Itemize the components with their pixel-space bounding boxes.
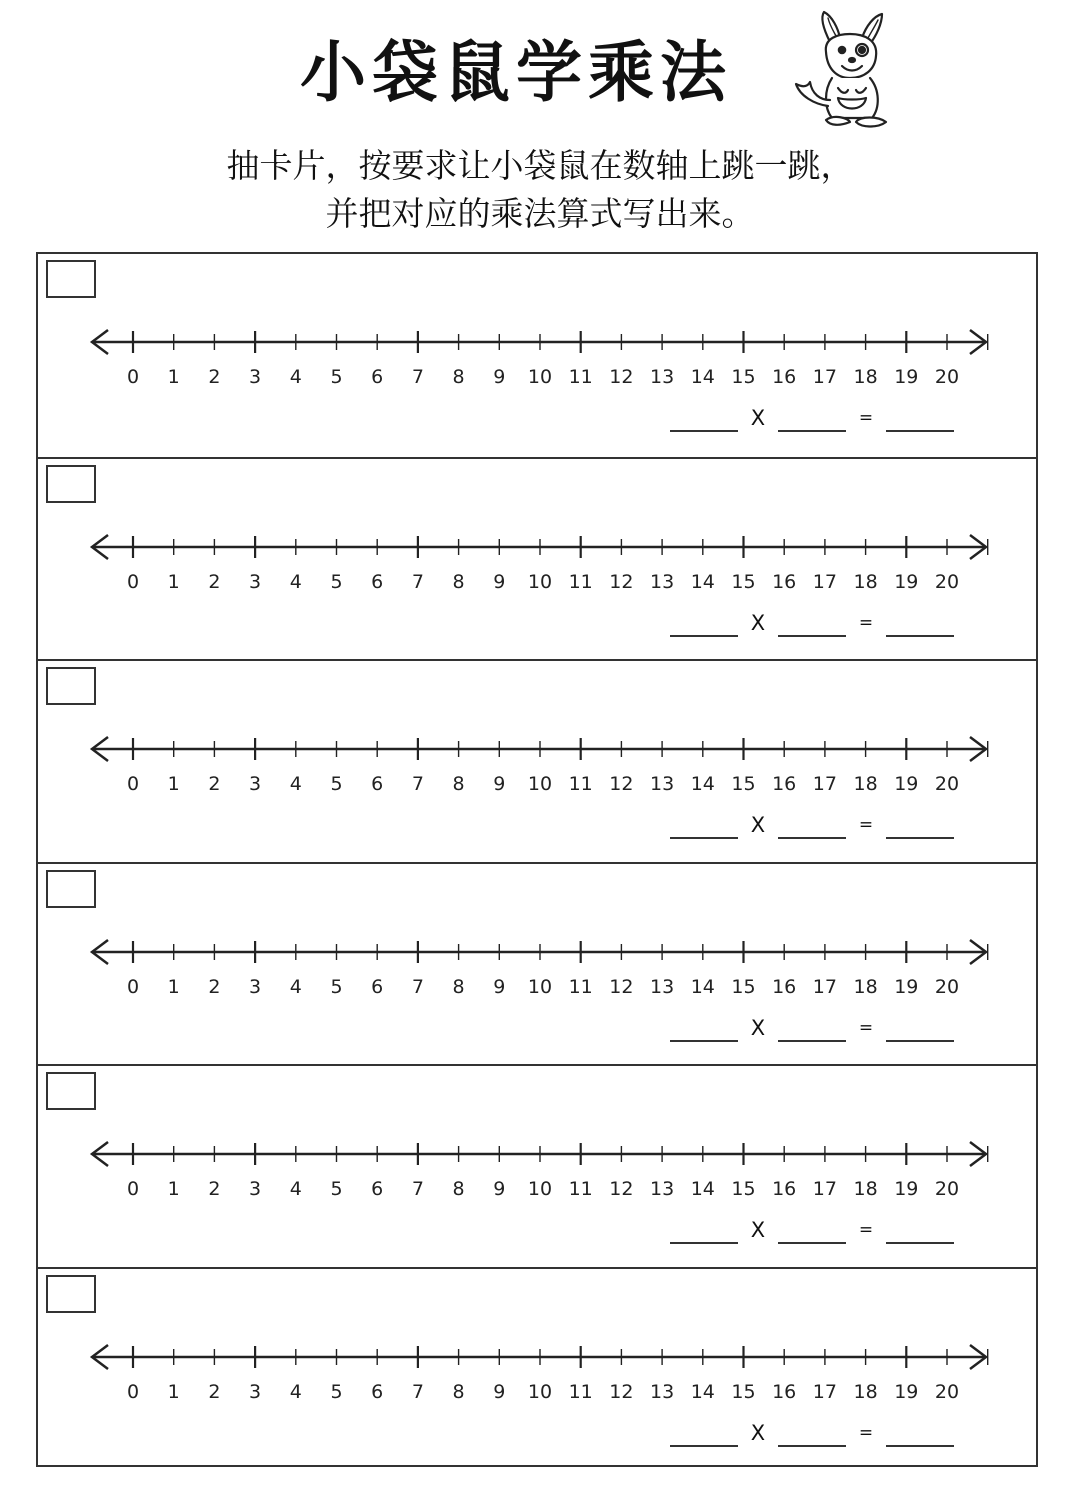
tick-label: 16 bbox=[772, 773, 797, 791]
tick-label: 4 bbox=[289, 1381, 302, 1399]
tick-label: 19 bbox=[894, 773, 919, 791]
factor-blank-2[interactable] bbox=[778, 430, 846, 432]
tick-label: 4 bbox=[289, 571, 302, 589]
tick-label: 8 bbox=[452, 773, 465, 791]
tick-label: 13 bbox=[650, 976, 675, 994]
factor-blank-1[interactable] bbox=[670, 1242, 738, 1244]
tick-label: 13 bbox=[650, 1178, 675, 1196]
factor-blank-1[interactable] bbox=[670, 430, 738, 432]
worksheet-row bbox=[38, 1267, 1036, 1469]
equation bbox=[670, 609, 970, 643]
tick-label: 3 bbox=[249, 1178, 262, 1196]
factor-blank-1[interactable] bbox=[670, 1445, 738, 1447]
number-line bbox=[38, 924, 1036, 994]
tick-label: 12 bbox=[609, 773, 634, 791]
tick-label: 4 bbox=[289, 1178, 302, 1196]
tick-label: 20 bbox=[934, 571, 960, 589]
tick-label: 13 bbox=[650, 366, 675, 384]
tick-label: 3 bbox=[249, 571, 262, 589]
tick-label: 2 bbox=[208, 1381, 221, 1399]
tick-label: 11 bbox=[568, 571, 593, 589]
tick-label: 8 bbox=[452, 1178, 465, 1196]
equals-sign: = bbox=[858, 1018, 874, 1038]
tick-label: 4 bbox=[289, 366, 302, 384]
factor-blank-2[interactable] bbox=[778, 837, 846, 839]
tick-label: 1 bbox=[167, 571, 180, 589]
tick-label: 16 bbox=[772, 1178, 797, 1196]
card-answer-box[interactable] bbox=[46, 260, 96, 298]
tick-label: 18 bbox=[853, 976, 878, 994]
tick-label: 0 bbox=[126, 976, 140, 994]
tick-label: 19 bbox=[894, 571, 919, 589]
equals-sign: = bbox=[858, 408, 874, 428]
tick-label: 18 bbox=[853, 571, 878, 589]
tick-label: 4 bbox=[289, 976, 302, 994]
tick-label: 2 bbox=[208, 366, 221, 384]
tick-label: 11 bbox=[568, 773, 593, 791]
tick-label: 10 bbox=[527, 571, 553, 589]
tick-label: 11 bbox=[568, 1381, 593, 1399]
tick-label: 3 bbox=[249, 366, 262, 384]
factor-blank-1[interactable] bbox=[670, 635, 738, 637]
tick-label: 16 bbox=[772, 1381, 797, 1399]
tick-label: 20 bbox=[934, 976, 960, 994]
tick-label: 12 bbox=[609, 571, 634, 589]
tick-label: 3 bbox=[249, 1381, 262, 1399]
product-blank[interactable] bbox=[886, 430, 954, 432]
tick-label: 17 bbox=[812, 773, 837, 791]
tick-label: 7 bbox=[411, 773, 424, 791]
tick-label: 7 bbox=[411, 366, 424, 384]
factor-blank-2[interactable] bbox=[778, 1242, 846, 1244]
worksheet-row bbox=[38, 862, 1036, 1064]
tick-label: 18 bbox=[853, 1178, 878, 1196]
tick-label: 5 bbox=[330, 1178, 343, 1196]
tick-label: 15 bbox=[731, 366, 756, 384]
tick-label: 17 bbox=[812, 976, 837, 994]
equation bbox=[670, 404, 970, 438]
tick-label: 8 bbox=[452, 1381, 465, 1399]
worksheet-rows bbox=[36, 252, 1038, 1467]
instruction-line-2: 并把对应的乘法算式写出来。 bbox=[325, 194, 755, 233]
equals-sign: = bbox=[858, 815, 874, 835]
tick-label: 0 bbox=[126, 366, 140, 384]
tick-label: 15 bbox=[731, 571, 756, 589]
tick-label: 5 bbox=[330, 366, 343, 384]
equation bbox=[670, 1216, 970, 1250]
worksheet-row bbox=[38, 659, 1036, 861]
tick-label: 10 bbox=[527, 976, 553, 994]
tick-label: 5 bbox=[330, 571, 343, 589]
tick-label: 15 bbox=[731, 1381, 756, 1399]
tick-label: 18 bbox=[853, 1381, 878, 1399]
tick-label: 20 bbox=[934, 773, 960, 791]
tick-label: 10 bbox=[527, 773, 553, 791]
tick-label: 19 bbox=[894, 976, 919, 994]
tick-label: 1 bbox=[167, 976, 180, 994]
tick-label: 13 bbox=[650, 571, 675, 589]
factor-blank-1[interactable] bbox=[670, 837, 738, 839]
factor-blank-1[interactable] bbox=[670, 1040, 738, 1042]
tick-label: 20 bbox=[934, 1178, 960, 1196]
times-sign: X bbox=[750, 611, 766, 635]
times-sign: X bbox=[750, 1016, 766, 1040]
worksheet-row bbox=[38, 1064, 1036, 1266]
tick-label: 7 bbox=[411, 1178, 424, 1196]
tick-label: 19 bbox=[894, 1178, 919, 1196]
tick-label: 0 bbox=[126, 571, 140, 589]
tick-label: 7 bbox=[411, 571, 424, 589]
product-blank[interactable] bbox=[886, 1445, 954, 1447]
tick-label: 9 bbox=[493, 366, 506, 384]
tick-label: 2 bbox=[208, 571, 221, 589]
equals-sign: = bbox=[858, 1423, 874, 1443]
tick-label: 9 bbox=[493, 571, 506, 589]
tick-label: 1 bbox=[167, 1178, 180, 1196]
equals-sign: = bbox=[858, 613, 874, 633]
tick-label: 14 bbox=[690, 1381, 715, 1399]
times-sign: X bbox=[750, 1218, 766, 1242]
product-blank[interactable] bbox=[886, 1040, 954, 1042]
card-answer-box[interactable] bbox=[46, 870, 96, 908]
card-answer-box[interactable] bbox=[46, 1275, 96, 1313]
tick-label: 1 bbox=[167, 366, 180, 384]
tick-label: 16 bbox=[772, 366, 797, 384]
tick-label: 15 bbox=[731, 773, 756, 791]
equation bbox=[670, 1419, 970, 1453]
tick-label: 15 bbox=[731, 1178, 756, 1196]
tick-label: 20 bbox=[934, 1381, 960, 1399]
tick-label: 2 bbox=[208, 773, 221, 791]
kangaroo-icon bbox=[790, 8, 900, 132]
tick-label: 17 bbox=[812, 1381, 837, 1399]
tick-label: 6 bbox=[371, 976, 384, 994]
product-blank[interactable] bbox=[886, 635, 954, 637]
equals-sign: = bbox=[858, 1220, 874, 1240]
tick-label: 13 bbox=[650, 773, 675, 791]
instruction-line-1: 抽卡片，按要求让小袋鼠在数轴上跳一跳， bbox=[226, 146, 854, 185]
tick-label: 0 bbox=[126, 773, 140, 791]
tick-label: 7 bbox=[411, 1381, 424, 1399]
tick-label: 5 bbox=[330, 773, 343, 791]
tick-label: 0 bbox=[126, 1381, 140, 1399]
number-line bbox=[38, 314, 1036, 384]
number-line bbox=[38, 519, 1036, 589]
tick-label: 17 bbox=[812, 1178, 837, 1196]
times-sign: X bbox=[750, 1421, 766, 1445]
tick-label: 12 bbox=[609, 366, 634, 384]
tick-label: 13 bbox=[650, 1381, 675, 1399]
tick-label: 12 bbox=[609, 976, 634, 994]
header bbox=[0, 0, 1080, 250]
tick-label: 11 bbox=[568, 976, 593, 994]
tick-label: 1 bbox=[167, 773, 180, 791]
tick-label: 9 bbox=[493, 773, 506, 791]
product-blank[interactable] bbox=[886, 837, 954, 839]
tick-label: 2 bbox=[208, 976, 221, 994]
tick-label: 3 bbox=[249, 773, 262, 791]
tick-label: 19 bbox=[894, 1381, 919, 1399]
tick-label: 10 bbox=[527, 1178, 553, 1196]
tick-label: 17 bbox=[812, 366, 837, 384]
tick-label: 20 bbox=[934, 366, 960, 384]
tick-label: 15 bbox=[731, 976, 756, 994]
card-answer-box[interactable] bbox=[46, 667, 96, 705]
tick-label: 12 bbox=[609, 1178, 634, 1196]
tick-label: 12 bbox=[609, 1381, 634, 1399]
page-title: 小袋鼠学乘法 bbox=[300, 34, 732, 111]
tick-label: 0 bbox=[126, 1178, 140, 1196]
equation bbox=[670, 1014, 970, 1048]
number-line bbox=[38, 1329, 1036, 1399]
tick-label: 6 bbox=[371, 1381, 384, 1399]
card-answer-box[interactable] bbox=[46, 1072, 96, 1110]
tick-label: 8 bbox=[452, 571, 465, 589]
tick-label: 17 bbox=[812, 571, 837, 589]
tick-label: 10 bbox=[527, 366, 553, 384]
tick-label: 8 bbox=[452, 366, 465, 384]
factor-blank-2[interactable] bbox=[778, 635, 846, 637]
tick-label: 6 bbox=[371, 571, 384, 589]
worksheet-row bbox=[38, 457, 1036, 659]
tick-label: 10 bbox=[527, 1381, 553, 1399]
tick-label: 16 bbox=[772, 571, 797, 589]
times-sign: X bbox=[750, 406, 766, 430]
tick-label: 11 bbox=[568, 366, 593, 384]
tick-label: 14 bbox=[690, 773, 715, 791]
times-sign: X bbox=[750, 813, 766, 837]
number-line bbox=[38, 721, 1036, 791]
tick-label: 6 bbox=[371, 773, 384, 791]
tick-label: 8 bbox=[452, 976, 465, 994]
equation bbox=[670, 811, 970, 845]
tick-label: 1 bbox=[167, 1381, 180, 1399]
worksheet-row bbox=[38, 254, 1036, 456]
tick-label: 9 bbox=[493, 1178, 506, 1196]
tick-label: 6 bbox=[371, 1178, 384, 1196]
tick-label: 3 bbox=[249, 976, 262, 994]
factor-blank-2[interactable] bbox=[778, 1040, 846, 1042]
tick-label: 9 bbox=[493, 1381, 506, 1399]
tick-label: 4 bbox=[289, 773, 302, 791]
tick-label: 18 bbox=[853, 366, 878, 384]
tick-label: 7 bbox=[411, 976, 424, 994]
card-answer-box[interactable] bbox=[46, 465, 96, 503]
product-blank[interactable] bbox=[886, 1242, 954, 1244]
tick-label: 2 bbox=[208, 1178, 221, 1196]
tick-label: 14 bbox=[690, 366, 715, 384]
number-line bbox=[38, 1126, 1036, 1196]
factor-blank-2[interactable] bbox=[778, 1445, 846, 1447]
tick-label: 11 bbox=[568, 1178, 593, 1196]
tick-label: 19 bbox=[894, 366, 919, 384]
tick-label: 16 bbox=[772, 976, 797, 994]
tick-label: 6 bbox=[371, 366, 384, 384]
tick-label: 5 bbox=[330, 976, 343, 994]
tick-label: 14 bbox=[690, 571, 715, 589]
tick-label: 18 bbox=[853, 773, 878, 791]
tick-label: 14 bbox=[690, 1178, 715, 1196]
tick-label: 9 bbox=[493, 976, 506, 994]
tick-label: 14 bbox=[690, 976, 715, 994]
tick-label: 5 bbox=[330, 1381, 343, 1399]
